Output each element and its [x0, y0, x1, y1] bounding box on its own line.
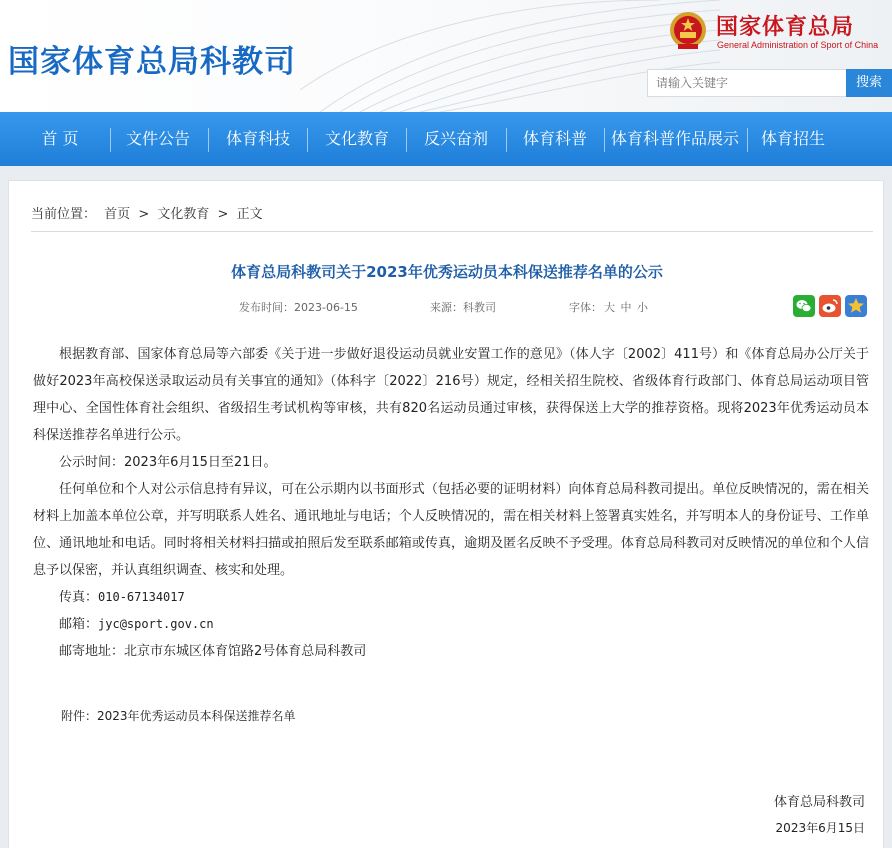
nav-item-notices[interactable]: 文件公告	[125, 129, 190, 148]
wechat-icon	[793, 295, 815, 317]
favorite-button[interactable]	[845, 295, 867, 317]
nav-divider	[406, 128, 407, 152]
nav-item-anti-doping[interactable]: 反兴奋剂	[423, 129, 488, 148]
email-label: 邮箱：	[59, 617, 99, 632]
brand-name[interactable]: 国家体育总局	[716, 14, 855, 40]
nav-item-sports-tech[interactable]: 体育科技	[225, 129, 290, 148]
site-header	[0, 0, 892, 112]
article-source: 来源：科教司	[430, 301, 496, 314]
mailing-address: 北京市东城区体育馆路2号体育总局科教司	[124, 644, 367, 659]
breadcrumb-separator: >	[138, 207, 150, 222]
weibo-icon	[819, 295, 841, 317]
email-line	[33, 611, 869, 638]
nav-divider	[307, 128, 308, 152]
main-nav	[0, 112, 892, 166]
nav-item-popular-science[interactable]: 体育科普	[522, 129, 587, 148]
nav-divider	[208, 128, 209, 152]
font-size-controls	[569, 299, 648, 315]
fax-line	[33, 584, 869, 611]
breadcrumb	[31, 203, 267, 222]
font-size-small[interactable]: 小	[637, 301, 648, 314]
article-title: 体育总局科教司关于2023年优秀运动员本科保送推荐名单的公示	[231, 263, 663, 281]
paragraph: 公示时间：2023年6月15日至21日。	[59, 455, 277, 470]
paragraph: 根据教育部、国家体育总局等六部委《关于进一步做好退役运动员就业安置工作的意见》（体人字〔2002〕411号）和《体育总局办公厅关于做好2023年高校保送录取运动员有关事宜的通知》（体科字〔2022〕216号）规定，经相关招生院校、省级体育行政部门、体育总局运动项目管理中心、全国性体育社会组织、省级招生考试机构等审核，共有820名运动员通过审核，获得保送上大学的推荐资格。现将2023年优秀运动员本科保送推荐名单进行公示。	[33, 347, 869, 443]
breadcrumb-prefix: 当前位置：	[31, 207, 97, 222]
nav-divider	[110, 128, 111, 152]
font-size-label: 字体：	[569, 301, 602, 314]
fax-label: 传真：	[59, 590, 99, 605]
breadcrumb-home[interactable]: 首页	[104, 207, 131, 222]
signature-date: 2023年6月15日	[775, 821, 865, 835]
breadcrumb-section[interactable]: 文化教育	[157, 207, 210, 222]
breadcrumb-current: 正文	[236, 207, 263, 222]
breadcrumb-separator: >	[217, 207, 229, 222]
nav-item-home[interactable]: 首 页	[41, 129, 79, 148]
nav-item-admissions[interactable]: 体育招生	[760, 129, 825, 148]
address-label: 邮寄地址：	[59, 644, 125, 659]
address-line	[33, 638, 869, 665]
font-size-medium[interactable]: 中	[620, 301, 632, 314]
national-emblem-icon	[668, 10, 708, 52]
weibo-share-button[interactable]	[819, 295, 841, 317]
article-body	[33, 341, 869, 665]
font-size-large[interactable]: 大	[604, 301, 615, 314]
site-title[interactable]: 国家体育总局科教司	[8, 44, 296, 80]
favorite-star-icon	[845, 295, 867, 317]
fax-number: 010-67134017	[98, 590, 185, 604]
search-button[interactable]: 搜索	[846, 69, 892, 97]
nav-divider	[604, 128, 605, 152]
attachment-link[interactable]: 附件：2023年优秀运动员本科保送推荐名单	[61, 709, 296, 723]
nav-divider	[747, 128, 748, 152]
divider	[31, 231, 873, 232]
nav-item-science-works[interactable]: 体育科普作品展示	[610, 129, 739, 148]
search-input[interactable]	[647, 69, 847, 97]
wechat-share-button[interactable]	[793, 295, 815, 317]
article-container	[8, 180, 884, 848]
nav-divider	[506, 128, 507, 152]
email-address[interactable]: jyc@sport.gov.cn	[98, 617, 214, 631]
paragraph: 任何单位和个人对公示信息持有异议，可在公示期内以书面形式（包括必要的证明材料）向体育总局科教司提出。单位反映情况的，需在相关材料上加盖本单位公章，并写明联系人姓名、通讯地址与电话；个人反映情况的，需在相关材料上签署真实姓名，并写明本人的身份证号、工作单位、通讯地址和电话。同时将相关材料扫描或拍照后发至联系邮箱或传真，逾期及匿名反映不予受理。体育总局科教司对反映情况的单位和个人信息予以保密，并认真组织调查、核实和处理。	[33, 482, 869, 578]
publish-time: 发布时间：2023-06-15	[239, 301, 358, 314]
signature: 体育总局科教司	[773, 795, 865, 810]
brand-english-name: General Administration of Sport of China	[717, 40, 879, 50]
nav-item-culture-education[interactable]: 文化教育	[324, 129, 389, 148]
